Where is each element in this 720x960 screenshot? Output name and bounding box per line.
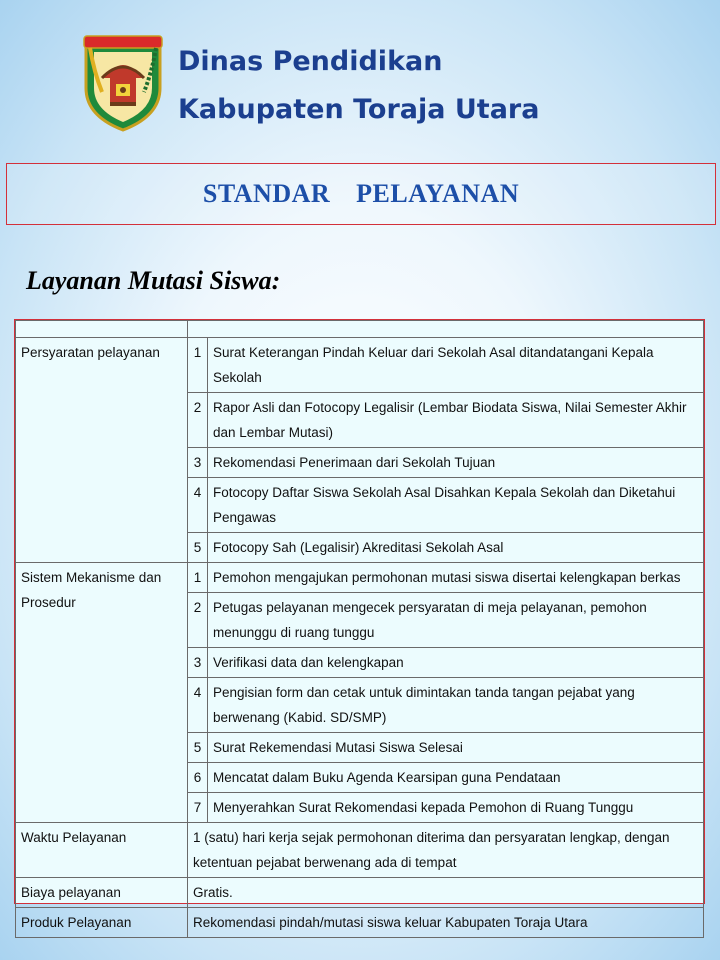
row-label-produk: Produk Pelayanan xyxy=(16,908,188,938)
banner-title: STANDAR PELAYANAN xyxy=(202,179,520,208)
service-standard-table xyxy=(14,319,705,930)
item-number: 4 xyxy=(188,678,208,733)
item-text: Fotocopy Daftar Siswa Sekolah Asal Disahkan Kepala Sekolah dan Diketahui Pengawas xyxy=(208,478,704,533)
row-value-waktu: 1 (satu) hari kerja sejak permohonan diterima dan persyaratan lengkap, dengan ketentuan pejabat berwenang ada di tempat xyxy=(188,823,704,878)
item-text: Surat Rekemendasi Mutasi Siswa Selesai xyxy=(208,733,704,763)
item-number: 2 xyxy=(188,393,208,448)
row-label-persyaratan: Persyaratan pelayanan xyxy=(16,338,188,563)
item-text: Surat Keterangan Pindah Keluar dari Sekolah Asal ditandatangani Kepala Sekolah xyxy=(208,338,704,393)
title-banner xyxy=(6,163,716,225)
item-text: Rekomendasi Penerimaan dari Sekolah Tujuan xyxy=(208,448,704,478)
item-number: 2 xyxy=(188,593,208,648)
organization-name xyxy=(178,38,539,134)
item-number: 1 xyxy=(188,338,208,393)
item-number: 5 xyxy=(188,733,208,763)
item-text: Verifikasi data dan kelengkapan xyxy=(208,648,704,678)
item-number: 7 xyxy=(188,793,208,823)
item-text: Rapor Asli dan Fotocopy Legalisir (Lembar Biodata Siswa, Nilai Semester Akhir dan Lembar Mutasi) xyxy=(208,393,704,448)
item-text: Pemohon mengajukan permohonan mutasi siswa disertai kelengkapan berkas xyxy=(208,563,704,593)
row-label-waktu: Waktu Pelayanan xyxy=(16,823,188,878)
item-number: 3 xyxy=(188,648,208,678)
item-number: 3 xyxy=(188,448,208,478)
item-text: Mencatat dalam Buku Agenda Kearsipan guna Pendataan xyxy=(208,763,704,793)
table-spacer-row xyxy=(16,321,704,338)
item-text: Fotocopy Sah (Legalisir) Akreditasi Sekolah Asal xyxy=(208,533,704,563)
org-line-2: Kabupaten Toraja Utara xyxy=(178,94,540,125)
table-row xyxy=(16,878,704,908)
table-row xyxy=(16,563,704,593)
regency-crest-logo xyxy=(80,32,166,132)
table-row xyxy=(16,823,704,878)
row-value-biaya: Gratis. xyxy=(188,878,704,908)
item-text: Petugas pelayanan mengecek persyaratan di meja pelayanan, pemohon menunggu di ruang tunggu xyxy=(208,593,704,648)
item-number: 6 xyxy=(188,763,208,793)
row-value-produk: Rekomendasi pindah/mutasi siswa keluar Kabupaten Toraja Utara xyxy=(188,908,704,938)
item-text: Pengisian form dan cetak untuk dimintakan tanda tangan pejabat yang berwenang (Kabid. SD/SMP) xyxy=(208,678,704,733)
item-number: 5 xyxy=(188,533,208,563)
row-label-biaya: Biaya pelayanan xyxy=(16,878,188,908)
org-line-1: Dinas Pendidikan xyxy=(178,46,443,77)
item-number: 1 xyxy=(188,563,208,593)
item-number: 4 xyxy=(188,478,208,533)
row-label-mekanisme: Sistem Mekanisme dan Prosedur xyxy=(16,563,188,823)
standards-table xyxy=(15,320,704,938)
section-title: Layanan Mutasi Siswa: xyxy=(26,266,281,295)
table-row xyxy=(16,908,704,938)
table-row xyxy=(16,338,704,393)
item-text: Menyerahkan Surat Rekomendasi kepada Pemohon di Ruang Tunggu xyxy=(208,793,704,823)
